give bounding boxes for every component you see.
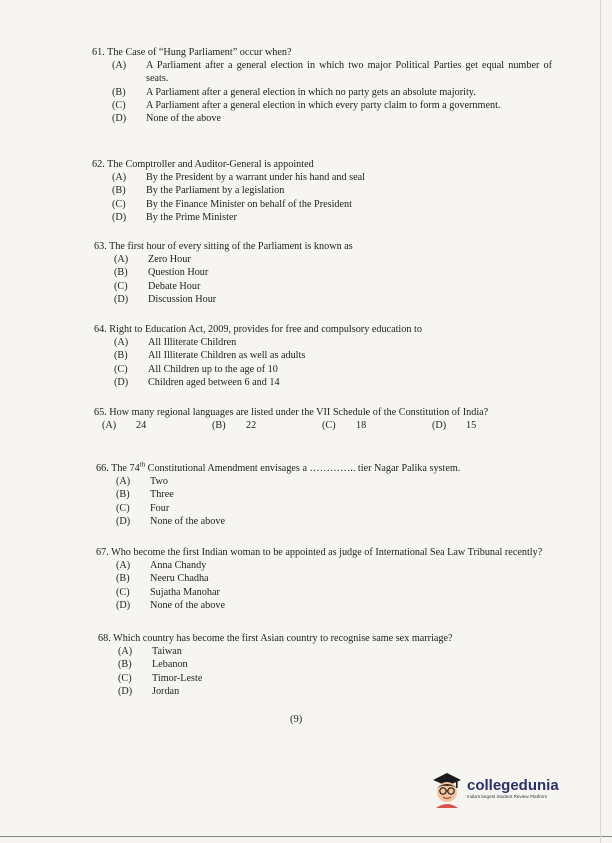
option-label: (D)	[114, 293, 129, 305]
option-text: Jordan	[152, 685, 180, 697]
option-d	[114, 376, 554, 389]
question-stem: 63. The first hour of every sitting of the Parliament is known as	[94, 241, 353, 252]
option-label: (D)	[112, 211, 127, 223]
option-a	[118, 645, 558, 658]
option-text: Question Hour	[148, 267, 209, 279]
ordinal-suffix: th	[139, 460, 146, 469]
option-b	[116, 488, 556, 501]
option-c	[114, 363, 554, 376]
option-label: (B)	[112, 185, 126, 197]
option-label: (C)	[116, 586, 130, 598]
option-b	[212, 419, 322, 432]
option-text: Zero Hour	[148, 254, 191, 266]
question-stem: 68. Which country has become the first Asian country to recognise same sex marriage?	[98, 633, 453, 644]
option-label: (B)	[114, 267, 128, 279]
option-label: (C)	[322, 420, 336, 432]
stem-prefix: 66. The 74	[96, 463, 140, 474]
option-a	[116, 559, 556, 572]
option-label: (B)	[118, 659, 132, 671]
question-64	[94, 323, 554, 389]
option-text: 24	[136, 420, 147, 432]
question-65	[94, 406, 554, 432]
option-b	[114, 266, 554, 279]
question-stem: 61. The Case of “Hung Parliament” occur when?	[92, 47, 292, 58]
option-text: A Parliament after a general election in which no party gets an absolute majority.	[146, 86, 476, 98]
option-text: All Illiterate Children as well as adults	[148, 350, 306, 362]
option-text: None of the above	[150, 599, 225, 611]
option-text: A Parliament after a general election in which two major Political Parties get equal number of seats.	[146, 60, 552, 85]
question-stem: 64. Right to Education Act, 2009, provides for free and compulsory education to	[94, 324, 422, 335]
brand-tagline: India's largest Student Review Platform	[467, 794, 548, 799]
option-label: (A)	[116, 560, 131, 572]
option-text: Children aged between 6 and 14	[148, 376, 280, 388]
option-label: (A)	[114, 254, 129, 266]
option-label: (D)	[116, 599, 131, 611]
option-label: (A)	[112, 172, 127, 184]
option-c	[112, 198, 552, 211]
question-stem	[96, 462, 556, 475]
option-b	[112, 86, 552, 99]
option-d	[114, 293, 554, 306]
bottom-divider	[0, 836, 612, 837]
option-c	[116, 586, 556, 599]
option-text: By the President by a warrant under his hand and seal	[146, 172, 365, 184]
option-text: By the Finance Minister on behalf of the President	[146, 198, 352, 210]
option-label: (B)	[112, 86, 126, 98]
option-a	[114, 253, 554, 266]
option-text: All Illiterate Children	[148, 337, 237, 349]
option-text: By the Parliament by a legislation	[146, 185, 285, 197]
stem-suffix: Constitutional Amendment envisages a ………….. tier Nagar Palika system.	[145, 463, 461, 474]
option-label: (A)	[118, 646, 133, 658]
option-label: (D)	[432, 420, 447, 432]
page-number: (9)	[290, 714, 303, 725]
option-text: Taiwan	[152, 646, 182, 658]
option-d	[118, 685, 558, 698]
option-b	[112, 184, 552, 197]
option-label: (D)	[112, 113, 127, 125]
option-b	[118, 658, 558, 671]
option-label: (D)	[114, 376, 129, 388]
option-a	[112, 59, 552, 85]
option-d	[116, 599, 556, 612]
option-text: 22	[246, 420, 257, 432]
question-67	[96, 546, 556, 612]
option-label: (B)	[116, 489, 130, 501]
option-c	[112, 99, 552, 112]
student-mascot-icon	[430, 768, 464, 808]
option-label: (C)	[112, 198, 126, 210]
option-b	[116, 572, 556, 585]
option-label: (A)	[102, 420, 117, 432]
option-c	[322, 419, 432, 432]
option-text: Two	[150, 476, 168, 488]
option-text: By the Prime Minister	[146, 211, 237, 223]
option-d	[116, 515, 556, 528]
option-text: Timor-Leste	[152, 672, 203, 684]
option-text: 18	[356, 420, 367, 432]
option-label: (C)	[114, 363, 128, 375]
option-a	[102, 419, 212, 432]
option-label: (B)	[116, 573, 130, 585]
option-c	[114, 280, 554, 293]
option-text: All Children up to the age of 10	[148, 363, 278, 375]
question-stem: 67. Who become the first Indian woman to be appointed as judge of International Sea Law Tribunal recently?	[96, 547, 543, 558]
option-label: (D)	[116, 515, 131, 527]
brand-name: collegedunia	[467, 777, 559, 794]
option-a	[116, 475, 556, 488]
option-d	[432, 419, 542, 432]
option-text: Four	[150, 502, 170, 514]
question-63	[94, 240, 554, 306]
inline-options	[94, 419, 554, 432]
option-text: None of the above	[146, 113, 221, 125]
question-68	[98, 632, 558, 698]
option-label: (C)	[116, 502, 130, 514]
option-b	[114, 349, 554, 362]
option-a	[112, 171, 552, 184]
scan-edge	[600, 0, 601, 843]
option-label: (C)	[118, 672, 132, 684]
option-d	[112, 211, 552, 224]
question-stem: 62. The Comptroller and Auditor-General is appointed	[92, 159, 314, 170]
option-text: None of the above	[150, 515, 225, 527]
option-label: (B)	[114, 350, 128, 362]
collegedunia-logo	[430, 768, 559, 808]
option-label: (C)	[112, 99, 126, 111]
option-text: Neeru Chadha	[150, 573, 209, 585]
question-66	[96, 462, 556, 528]
option-label: (B)	[212, 420, 226, 432]
option-label: (A)	[116, 476, 131, 488]
option-text: Three	[150, 489, 174, 501]
option-text: Anna Chandy	[150, 560, 207, 572]
question-62	[92, 158, 552, 224]
option-text: Discussion Hour	[148, 293, 217, 305]
option-label: (A)	[114, 337, 129, 349]
option-a	[114, 336, 554, 349]
option-label: (A)	[112, 60, 127, 72]
question-61	[92, 46, 552, 125]
option-text: Sujatha Manohar	[150, 586, 220, 598]
option-label: (D)	[118, 685, 133, 697]
option-text: A Parliament after a general election in which every party claim to form a government.	[146, 99, 501, 111]
option-text: 15	[466, 420, 477, 432]
option-text: Lebanon	[152, 659, 188, 671]
question-stem: 65. How many regional languages are listed under the VII Schedule of the Constitution of India?	[94, 407, 489, 418]
option-label: (C)	[114, 280, 128, 292]
option-text: Debate Hour	[148, 280, 201, 292]
option-d	[112, 112, 552, 125]
option-c	[116, 502, 556, 515]
option-c	[118, 672, 558, 685]
